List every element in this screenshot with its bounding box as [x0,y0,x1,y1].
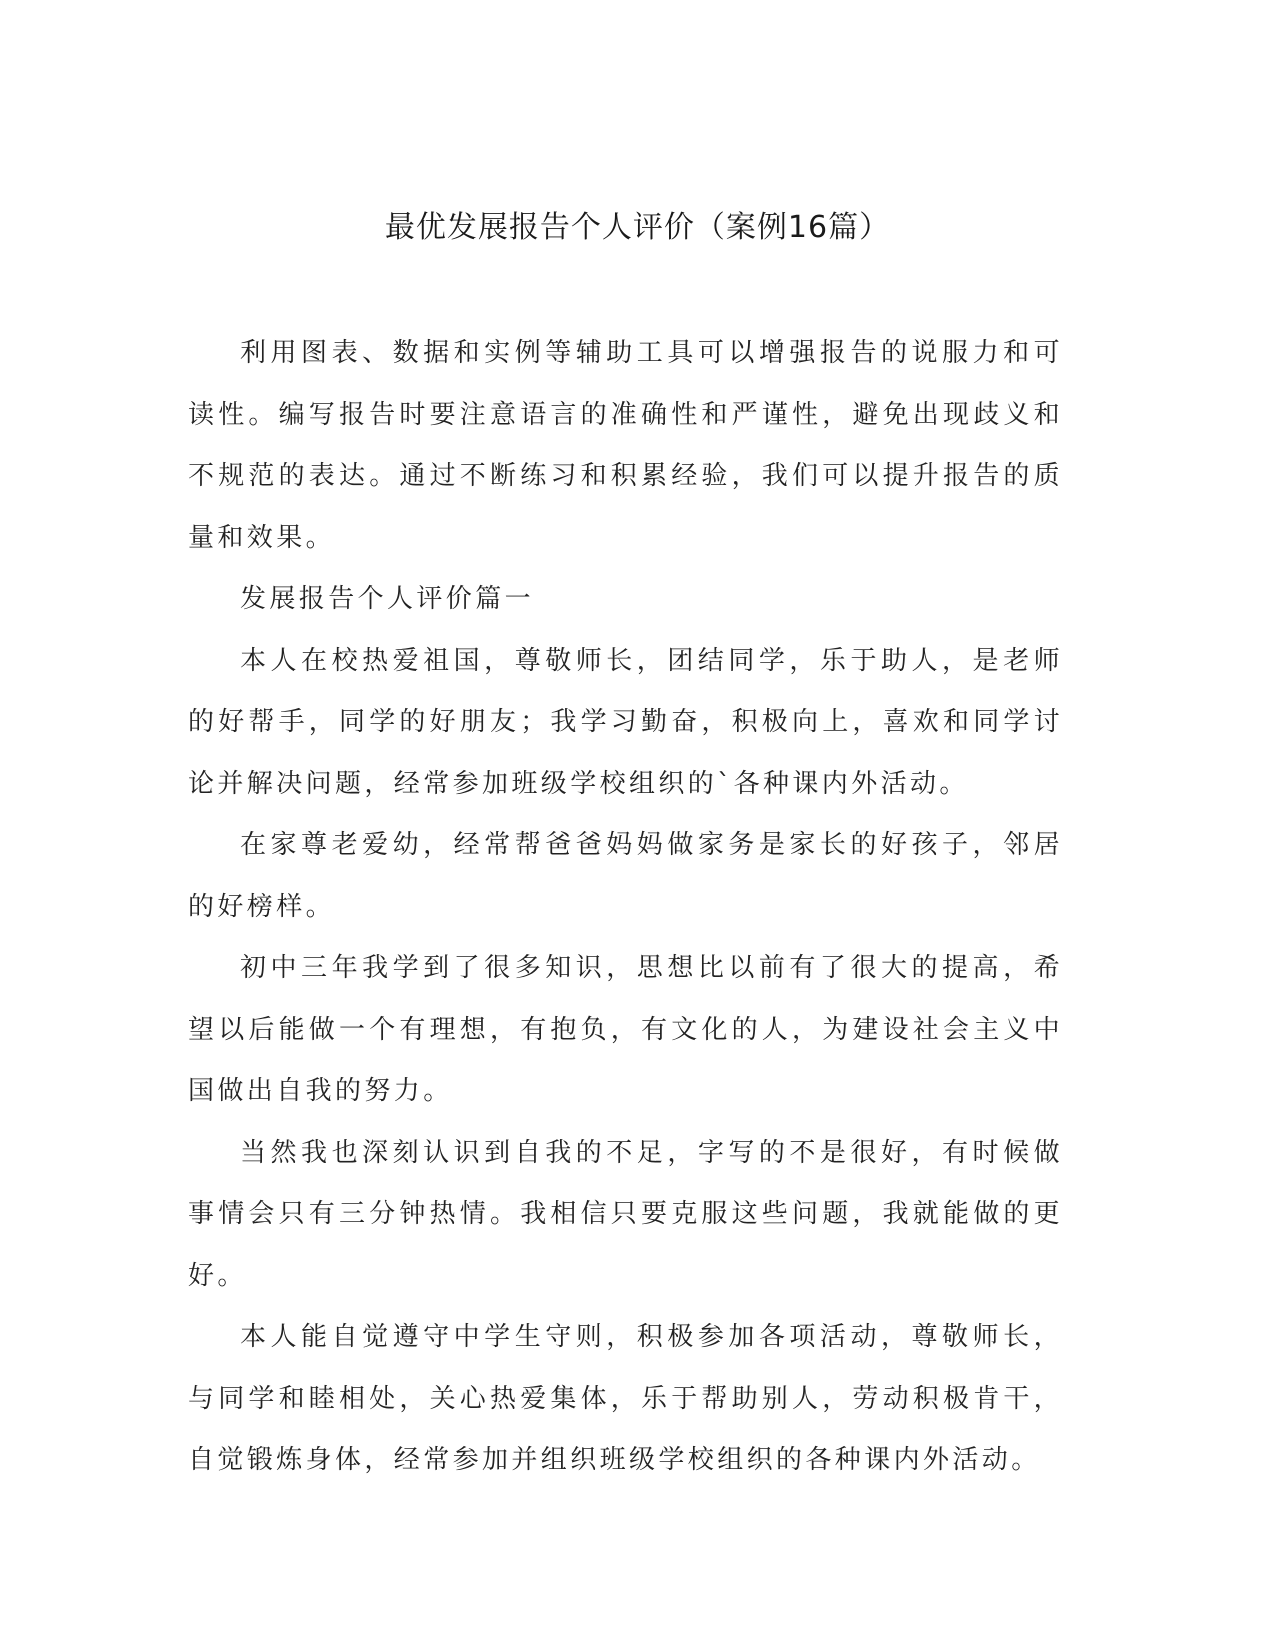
paragraph-home: 在家尊老爱幼，经常帮爸爸妈妈做家务是家长的好孩子，邻居的好榜样。 [188,830,1063,922]
paragraph-school: 本人在校热爱祖国，尊敬师长，团结同学，乐于助人，是老师的好帮手，同学的好朋友；我学习勤奋，积极向上，喜欢和同学讨论并解决问题，经常参加班级学校组织的`各种课内外活动。 [188,645,1063,799]
document-body [188,323,1063,1492]
paragraph-learning: 初中三年我学到了很多知识，思想比以前有了很大的提高，希望以后能做一个有理想，有抱负，有文化的人，为建设社会主义中国做出自我的努力。 [188,953,1063,1106]
paragraph-shortcomings: 当然我也深刻认识到自我的不足，字写的不是很好，有时候做事情会只有三分钟热情。我相信只要克服这些问题，我就能做的更好。 [188,1137,1063,1291]
paragraph-conduct: 本人能自觉遵守中学生守则，积极参加各项活动，尊敬师长，与同学和睦相处，关心热爱集体，乐于帮助别人，劳动积极肯干，自觉锻炼身体，经常参加并组织班级学校组织的各种课内外活动。 [188,1322,1063,1475]
document-title: 最优发展报告个人评价（案例16篇） [384,210,891,245]
section-heading: 发展报告个人评价篇一 [240,584,535,614]
paragraph-intro: 利用图表、数据和实例等辅助工具可以增强报告的说服力和可读性。编写报告时要注意语言的准确性和严谨性，避免出现歧义和不规范的表达。通过不断练习和积累经验，我们可以提升报告的质量和效果。 [188,338,1063,553]
